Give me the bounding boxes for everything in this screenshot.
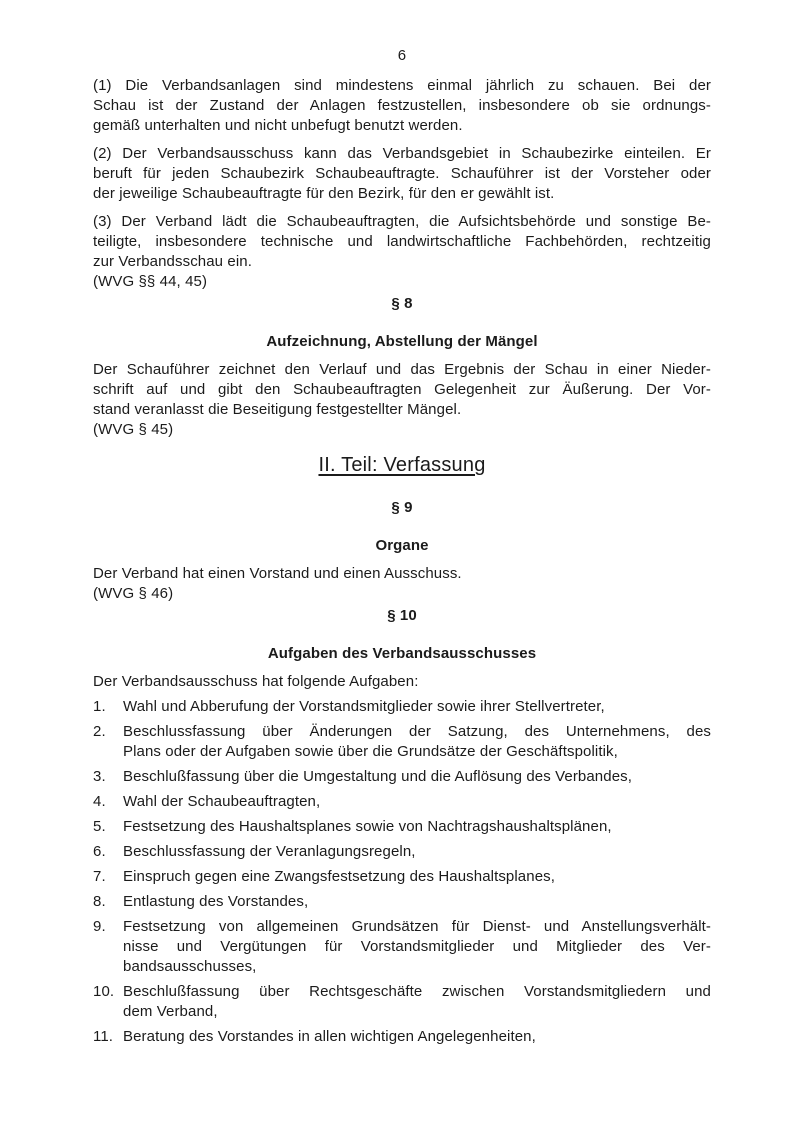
list-item-number: 7.: [93, 868, 106, 885]
list-item-text: [123, 842, 711, 862]
list-item: [93, 722, 711, 762]
text-line: dem Verband,: [123, 1003, 218, 1020]
paragraph: [93, 144, 711, 204]
text-line: Der Verband hat einen Vorstand und einen Ausschuss.: [93, 565, 462, 582]
document-blocks: [93, 76, 711, 1047]
list-item-text: [123, 867, 711, 887]
list-item-number: 9.: [93, 918, 106, 935]
text-line: (3) Der Verband lädt die Schaubeauftragten, die Aufsichtsbehörde und sonstige Be-: [93, 213, 711, 230]
list-item: [93, 817, 711, 837]
text-line: teiligte, insbesondere technische und landwirtschaftliche Fachbehörden, rechtzeitig: [93, 233, 711, 250]
text-line: bandsausschusses,: [123, 958, 257, 975]
part-title: II. Teil: Verfassung: [318, 454, 486, 476]
text-line: Beschlußfassung über die Umgestaltung und die Auflösung des Verbandes,: [123, 768, 633, 785]
list-item-text: [123, 892, 711, 912]
list-item-number: 8.: [93, 893, 106, 910]
list-item-text: [123, 697, 711, 717]
list-item-number: 2.: [93, 723, 106, 740]
section-heading: Aufzeichnung, Abstellung der Mängel: [266, 333, 538, 350]
section-number: § 10: [387, 607, 417, 624]
text-line: Wahl und Abberufung der Vorstandsmitglieder sowie ihrer Stellvertreter,: [123, 698, 605, 715]
text-line: nisse und Vergütungen für Vorstandsmitglieder und Mitglieder des Ver-: [123, 938, 711, 955]
list-item: [93, 842, 711, 862]
text-line: gemäß unterhalten und nicht unbefugt benutzt werden.: [93, 117, 463, 134]
list-item-text: [123, 982, 711, 1022]
list-item-text: [123, 1027, 711, 1047]
list-item-text: [123, 817, 711, 837]
paragraph: [93, 564, 711, 604]
list-item-text: [123, 792, 711, 812]
list-item: [93, 1027, 711, 1047]
text-line: Der Schauführer zeichnet den Verlauf und das Ergebnis der Schau in einer Nieder-: [93, 361, 711, 378]
list-item-number: 4.: [93, 793, 106, 810]
list-item: [93, 867, 711, 887]
section-number: § 8: [391, 295, 413, 312]
section-heading: Aufgaben des Verbandsausschusses: [267, 645, 537, 662]
text-line: Beschlussfassung über Änderungen der Satzung, des Unternehmens, des: [123, 723, 711, 740]
text-line: (2) Der Verbandsausschuss kann das Verbandsgebiet in Schaubezirke einteilen. Er: [93, 145, 711, 162]
text-line: Wahl der Schaubeauftragten,: [123, 793, 321, 810]
text-line: Beratung des Vorstandes in allen wichtigen Angelegenheiten,: [123, 1028, 536, 1045]
text-line: Schau ist der Zustand der Anlagen festzustellen, insbesondere ob sie ordnungs-: [93, 97, 711, 114]
list-item-number: 11.: [93, 1028, 114, 1045]
text-line: (WVG §§ 44, 45): [93, 273, 208, 290]
list-item: [93, 697, 711, 717]
list-item: [93, 917, 711, 977]
list-item-number: 6.: [93, 843, 106, 860]
text-line: Entlastung des Vorstandes,: [123, 893, 309, 910]
paragraph: [93, 360, 711, 440]
text-line: Plans oder der Aufgaben sowie über die Grundsätze der Geschäftspolitik,: [123, 743, 618, 760]
text-line: der jeweilige Schaubeauftragte für den Bezirk, für den er gewählt ist.: [93, 185, 555, 202]
paragraph: [93, 672, 711, 692]
paragraph: [93, 212, 711, 292]
list-item: [93, 982, 711, 1022]
text-line: Beschlussfassung der Veranlagungsregeln,: [123, 843, 416, 860]
page-number: 6: [397, 47, 407, 64]
text-line: Beschlußfassung über Rechtsgeschäfte zwischen Vorstandsmitgliedern und: [123, 983, 711, 1000]
list-item-text: [123, 767, 711, 787]
list-item-number: 1.: [93, 698, 106, 715]
text-line: beruft für jeden Schaubezirk Schaubeauftragte. Schauführer ist der Vorsteher oder: [93, 165, 711, 182]
text-line: Festsetzung von allgemeinen Grundsätzen für Dienst- und Anstellungsverhält-: [123, 918, 711, 935]
text-line: Einspruch gegen eine Zwangsfestsetzung des Haushaltsplanes,: [123, 868, 556, 885]
section-number: § 9: [391, 499, 413, 516]
list-item-text: [123, 917, 711, 977]
list-item: [93, 767, 711, 787]
list-item: [93, 892, 711, 912]
list-item-text: [123, 722, 711, 762]
list-item-number: 3.: [93, 768, 106, 785]
text-line: (WVG § 45): [93, 421, 174, 438]
text-line: (1) Die Verbandsanlagen sind mindestens einmal jährlich zu schauen. Bei der: [93, 77, 711, 94]
paragraph: [93, 76, 711, 136]
text-line: stand veranlasst die Beseitigung festgestellter Mängel.: [93, 401, 462, 418]
text-line: (WVG § 46): [93, 585, 174, 602]
list-item: [93, 792, 711, 812]
list-item-number: 5.: [93, 818, 106, 835]
text-line: Der Verbandsausschuss hat folgende Aufgaben:: [93, 673, 419, 690]
text-line: schrift auf und gibt den Schaubeauftragten Gelegenheit zur Äußerung. Der Vor-: [93, 381, 711, 398]
section-heading: Organe: [375, 537, 429, 554]
text-line: zur Verbandsschau ein.: [93, 253, 252, 270]
list-item-number: 10.: [93, 983, 115, 1000]
text-line: Festsetzung des Haushaltsplanes sowie von Nachtragshaushaltsplänen,: [123, 818, 612, 835]
